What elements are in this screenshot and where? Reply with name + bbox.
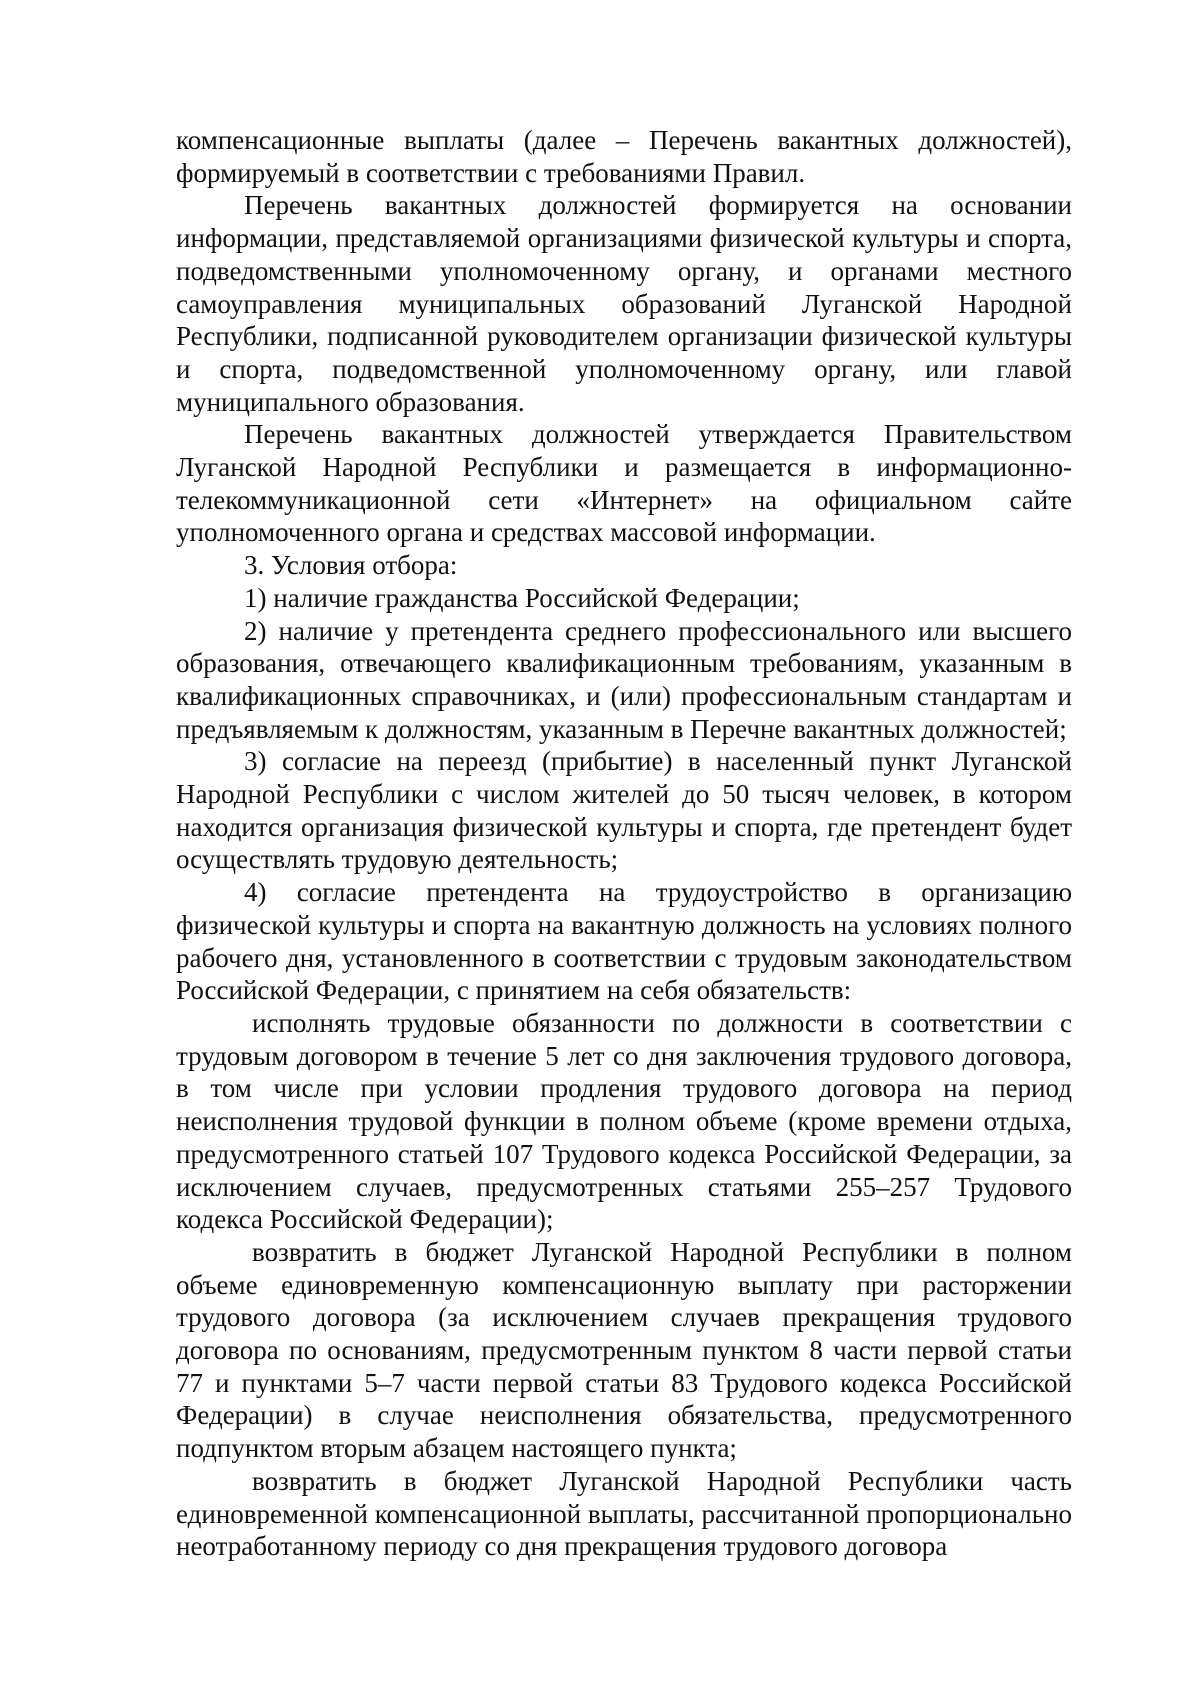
paragraph-list-approval: Перечень вакантных должностей утверждается Правительством Луганской Народной Республики и размещается в информационно-телекоммуникационной сети «Интернет» на официальном сайте уполномоченного органа и средствах массовой информации. (176, 419, 1072, 548)
obligation-item-3: возвратить в бюджет Луганской Народной Республики часть единовременной компенсационной выплаты, рассчитанной пропорционально неотработанному периоду со дня прекращения трудового договора (176, 1465, 1072, 1562)
paragraph-list-formation: Перечень вакантных должностей формируется на основании информации, представляемой организациями физической культуры и спорта, подведомственными уполномоченному органу, и органами местного самоуправления муниципальных образований Луганской Народной Республики, подписанной руководителем организации физической культуры и спорта, подведомственной уполномоченному органу, или главой муниципального образования. (176, 190, 1072, 417)
condition-item-2: 2) наличие у претендента среднего профессионального или высшего образования, отвечающего квалификационным требованиям, указанным в квалификационных справочниках, и (или) профессиональным стандартам и предъявляемым к должностям, указанным в Перечне вакантных должностей; (176, 615, 1072, 744)
paragraph-continuation: компенсационные выплаты (далее – Перечень вакантных должностей), формируемый в соответствии с требованиями Правил. (176, 125, 1072, 188)
obligation-item-1: исполнять трудовые обязанности по должности в соответствии с трудовым договором в течение 5 лет со дня заключения трудового договора, в том числе при условии продления трудового договора на период неисполнения трудовой функции в полном объеме (кроме времени отдыха, предусмотренного статьей 107 Трудового кодекса Российской Федерации, за исключением случаев, предусмотренных статьями 255–257 Трудового кодекса Российской Федерации); (176, 1007, 1072, 1235)
section-heading-selection-conditions: 3. Условия отбора: (244, 550, 458, 581)
condition-item-1: 1) наличие гражданства Российской Федерации; (244, 582, 800, 613)
document-page (176, 124, 1072, 1563)
condition-item-4: 4) согласие претендента на трудоустройство в организацию физической культуры и спорта на вакантную должность на условиях полного рабочего дня, установленного в соответствии с трудовым законодательством Российской Федерации, с принятием на себя обязательств: (176, 877, 1072, 1006)
obligation-item-2: возвратить в бюджет Луганской Народной Республики в полном объеме единовременную компенсационную выплату при расторжении трудового договора (за исключением случаев прекращения трудового договора по основаниям, предусмотренным пунктом 8 части первой статьи 77 и пунктами 5–7 части первой статьи 83 Трудового кодекса Российской Федерации) в случае неисполнения обязательства, предусмотренного подпунктом вторым абзацем настоящего пункта; (176, 1236, 1072, 1464)
condition-item-3: 3) согласие на переезд (прибытие) в населенный пункт Луганской Народной Республики с числом жителей до 50 тысяч человек, в котором находится организация физической культуры и спорта, где претендент будет осуществлять трудовую деятельность; (176, 746, 1072, 875)
